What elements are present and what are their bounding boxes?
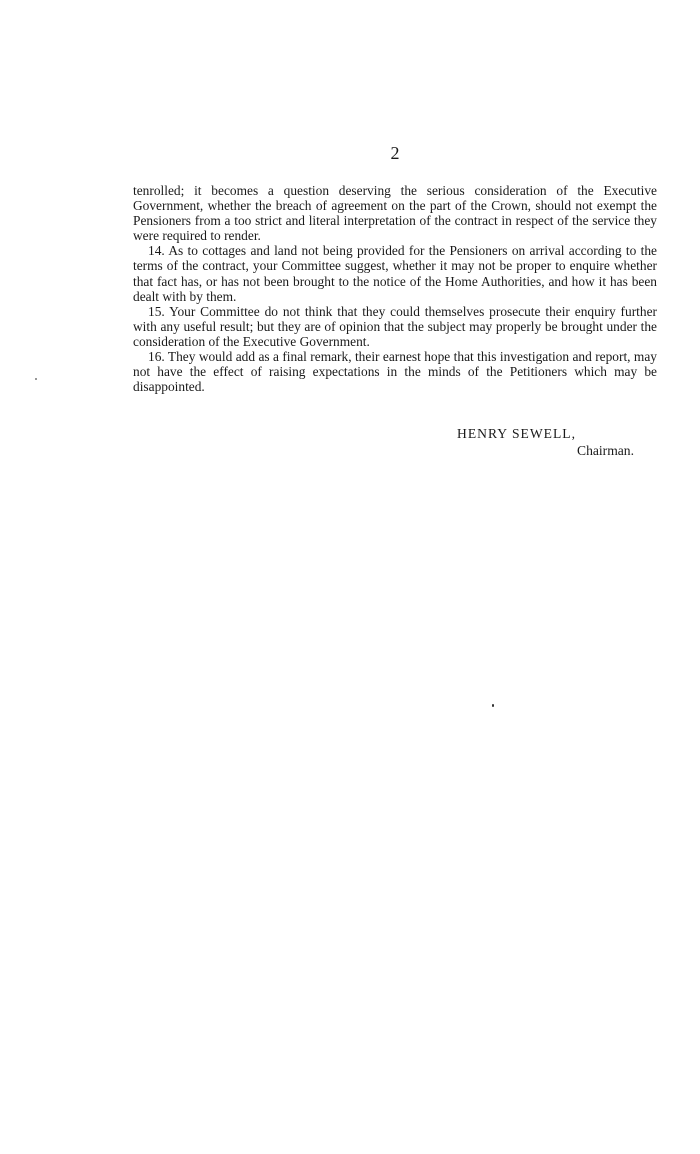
signatory-title: Chairman. bbox=[577, 443, 635, 458]
paragraph-15: 15. Your Committee do not think that they could themselves prosecute their enquiry further with any useful result; but they are of opinion that the subject may properly be brought under the consideration of the Executive Government. bbox=[133, 303, 657, 349]
signatory-name: HENRY SEWELL, bbox=[457, 426, 576, 441]
report-body bbox=[133, 183, 657, 394]
print-speck bbox=[35, 378, 37, 380]
paragraph-continuation: tenrolled; it becomes a question deserving the serious consideration of the Executive Government, whether the breach of agreement on the part of the Crown, should not exempt the Pensioners from a too strict and literal interpretation of the contract in respect of the service they were required to render. bbox=[133, 183, 657, 244]
print-speck bbox=[492, 704, 494, 707]
page-number: 2 bbox=[390, 143, 400, 163]
signature-block bbox=[457, 425, 667, 459]
paragraph-14: 14. As to cottages and land not being provided for the Pensioners on arrival according to the terms of the contract, your Committee suggest, whether it may not be proper to enquire whether that fact has, or has not been brought to the notice of the Home Authorities, and how it has been dealt with by them. bbox=[133, 243, 657, 304]
paragraph-16: 16. They would add as a final remark, their earnest hope that this investigation and report, may not have the effect of raising expectations in the minds of the Petitioners which may be disappointed. bbox=[133, 349, 657, 395]
